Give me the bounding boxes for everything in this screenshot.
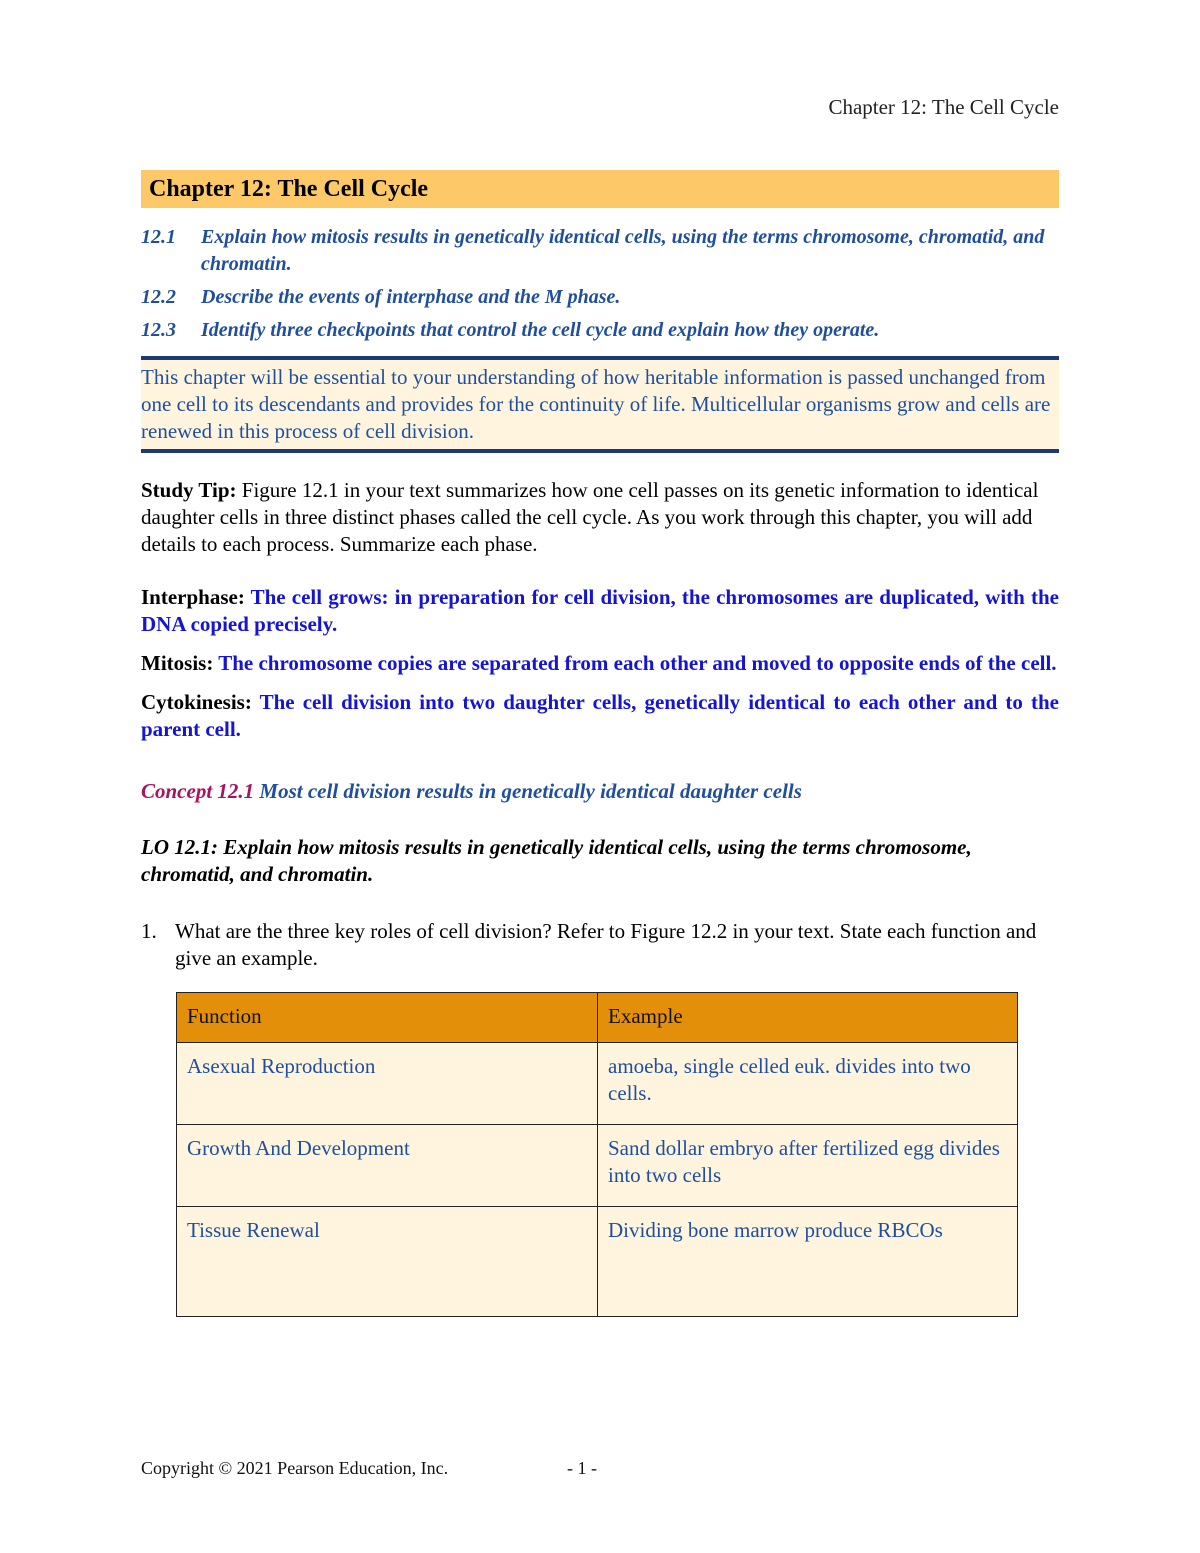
table-row	[177, 1207, 1018, 1317]
question-text: What are the three key roles of cell division? Refer to Figure 12.2 in your text. State each function and give an example.	[175, 919, 1037, 970]
table-cell-example[interactable]: Dividing bone marrow produce RBCOs	[598, 1207, 1018, 1317]
chapter-title-bar	[141, 170, 1059, 208]
table-cell-function[interactable]: Growth And Development	[177, 1125, 598, 1207]
copyright-notice: Copyright © 2021 Pearson Education, Inc.	[141, 1458, 449, 1478]
study-tip-label: Study Tip:	[141, 478, 237, 502]
chapter-title: Chapter 12: The Cell Cycle	[149, 175, 429, 202]
phase-answer: The chromosome copies are separated from each other and moved to opposite ends of the cell.	[213, 651, 1057, 675]
question-number: 1.	[141, 919, 157, 943]
objective-number: 12.3	[141, 319, 176, 341]
study-tip-text: Figure 12.1 in your text summarizes how one cell passes on its genetic information to identical daughter cells in three distinct phases called the cell cycle. As you work through this chapter, you will add details to each process. Summarize each phase.	[141, 478, 1039, 556]
page-number: - 1 -	[567, 1458, 597, 1478]
phase-label: Cytokinesis:	[141, 690, 252, 714]
objective-item	[141, 284, 1059, 311]
phase-answer: The cell grows: in preparation for cell division, the chromosomes are duplicated, with the DNA copied precisely.	[141, 585, 1059, 636]
page-content	[141, 170, 1059, 1317]
phase-label: Mitosis:	[141, 651, 214, 675]
concept-heading	[141, 779, 1059, 804]
phase-interphase	[141, 584, 1059, 638]
table-row	[177, 1125, 1018, 1207]
question-item	[141, 918, 1059, 972]
phase-answer: The cell division into two daughter cells, genetically identical to each other and to the parent cell.	[141, 690, 1059, 741]
table-cell-function[interactable]: Tissue Renewal	[177, 1207, 598, 1317]
objective-number: 12.1	[141, 226, 176, 248]
phase-mitosis	[141, 650, 1059, 677]
phase-cytokinesis	[141, 689, 1059, 743]
table-cell-function[interactable]: Asexual Reproduction	[177, 1043, 598, 1125]
running-header: Chapter 12: The Cell Cycle	[828, 95, 1059, 119]
objective-item	[141, 224, 1059, 278]
cell-division-roles-table	[176, 992, 1018, 1317]
table-cell-example[interactable]: Sand dollar embryo after fertilized egg divides into two cells	[598, 1125, 1018, 1207]
chapter-intro-box: This chapter will be essential to your understanding of how heritable information is passed unchanged from one cell to its descendants and provides for the continuity of life. Multicellular organisms grow and cells are renewed in this process of cell division.	[141, 356, 1059, 453]
table-header-row	[177, 993, 1018, 1043]
objective-text: Identify three checkpoints that control the cell cycle and explain how they operate.	[201, 319, 880, 341]
objective-item	[141, 317, 1059, 344]
concept-number: Concept 12.1	[141, 779, 255, 803]
concept-text: Most cell division results in genetically identical daughter cells	[254, 779, 802, 803]
objective-number: 12.2	[141, 286, 176, 308]
table-cell-example[interactable]: amoeba, single celled euk. divides into two cells.	[598, 1043, 1018, 1125]
study-tip	[141, 477, 1059, 558]
learning-objectives	[141, 224, 1059, 344]
table-header-function: Function	[177, 993, 598, 1043]
objective-text: Explain how mitosis results in genetically identical cells, using the terms chromosome, chromatid, and chromatin.	[201, 226, 1045, 275]
phase-label: Interphase:	[141, 585, 245, 609]
table-row	[177, 1043, 1018, 1125]
learning-objective-heading: LO 12.1: Explain how mitosis results in genetically identical cells, using the terms chromosome, chromatid, and chromatin.	[141, 835, 972, 886]
objective-text: Describe the events of interphase and the M phase.	[201, 286, 621, 308]
table-header-example: Example	[598, 993, 1018, 1043]
